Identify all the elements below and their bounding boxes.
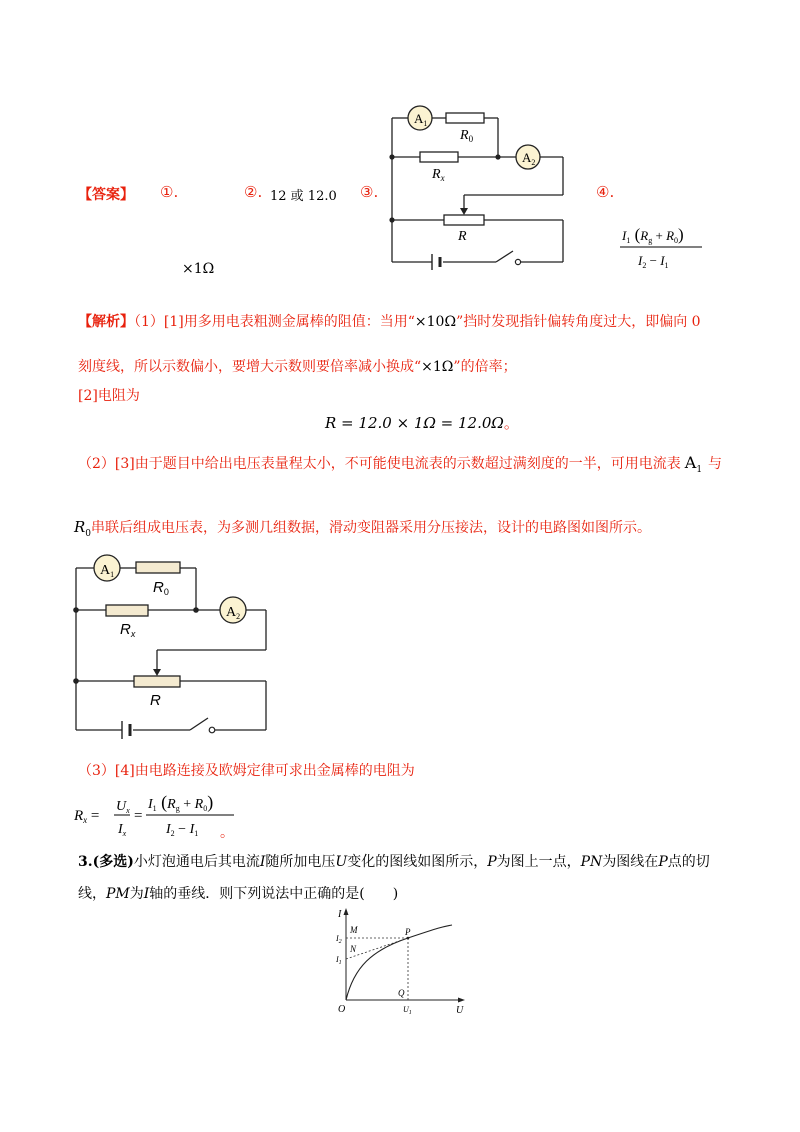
equation-resistance	[325, 412, 519, 433]
svg-text:Rx: $R_x$	[432, 167, 445, 183]
question-number: 3.	[78, 854, 93, 870]
svg-text:Ux: $U_x$	[116, 799, 130, 815]
analysis-paragraph-3-cont	[74, 517, 651, 539]
rx-resistor	[420, 152, 458, 162]
point-q-label: Q	[398, 988, 405, 998]
r0-symbol: $R_0$	[74, 518, 92, 539]
switch-icon	[515, 259, 520, 264]
svg-text:I1 (Rg + R0): $I_1$ $(R_g + R_0)$	[622, 225, 684, 245]
answer-item-2-value: 12 或 12.0	[270, 189, 337, 204]
q3-text-a: 小灯泡通电后其电流	[133, 854, 260, 870]
rheostat	[134, 676, 180, 687]
equation-1: R = 12.0 × 1Ω = 12.0Ω	[325, 414, 504, 432]
answer-formula	[618, 222, 708, 272]
q3-var-pn: PN	[580, 854, 603, 870]
analysis-p1-a: （1）[1]用多用电表粗测金属棒的阻值：当用“	[134, 314, 415, 330]
setting-x1: ×1Ω	[421, 359, 454, 375]
iu-graph	[330, 905, 470, 1017]
u1-label: $U_1$	[403, 1005, 412, 1016]
q3-text-g: 线，	[78, 886, 106, 902]
svg-text:I1 (Rg + R0): $I_1$ $(R_g + R_0)$	[148, 792, 214, 813]
question-3-line-1	[78, 851, 710, 871]
q3-var-i: I	[259, 854, 266, 870]
answer-label: 【答案】	[78, 187, 134, 203]
q3-text-h: 为	[129, 886, 144, 902]
svg-text:R0: $R_0$	[460, 128, 474, 144]
svg-text:Rx: $R_x$	[120, 621, 136, 639]
ammeter-a1-symbol: $A_1$	[684, 453, 703, 476]
answer-item-1-value: ×1Ω	[182, 261, 215, 277]
answer-item-1: ①.	[160, 183, 179, 201]
i-axis-arrow	[344, 908, 349, 915]
i1-label: $I_1$	[336, 955, 342, 966]
q3-text-c: 变化的图线如图所示，	[347, 854, 488, 870]
analysis-p1-b: ”挡时发现指针偏转角度过大，即偏向 0	[456, 314, 701, 330]
circuit-diagram-answer	[380, 100, 580, 275]
axis-u-label: U	[456, 1005, 464, 1016]
answer-item-2: ②.	[244, 183, 263, 201]
point-n-label: N	[350, 944, 357, 954]
analysis-p3-and: 与	[708, 456, 723, 472]
analysis-p3-a: （2）[3]由于题目中给出电压表量程太小，不可能使电流表的示数超过满刻度的一半，可用电流表	[78, 456, 681, 472]
analysis-p3-b: 串联后组成电压表，为多测几组数据，滑动变阻器采用分压接法，设计的电路图如图所示。	[91, 520, 652, 536]
analysis-paragraph-1-cont	[78, 356, 517, 376]
analysis-paragraph-3	[78, 453, 722, 475]
circuit-diagram-analysis	[62, 550, 277, 746]
svg-text:R0: $R_0$	[153, 579, 169, 597]
answer-item-3: ③.	[360, 183, 379, 201]
q3-text-b: 随所加电压	[265, 854, 336, 870]
svg-text:=: =	[134, 808, 143, 824]
question-tag: (多选)	[92, 854, 134, 870]
analysis-p1-d: ”的倍率；	[453, 359, 517, 375]
i2-label: $I_2$	[336, 934, 342, 945]
svg-text:I2 − I1: $I_2 - I_1$	[166, 822, 199, 838]
analysis-label: 【解析】	[78, 314, 134, 330]
rx-resistor	[106, 605, 148, 616]
q3-var-i2: I	[143, 886, 150, 902]
svg-text:Ix: $I_x$	[118, 822, 127, 838]
setting-x10: ×10Ω	[414, 314, 457, 330]
point-m-label: M	[350, 925, 358, 935]
q3-text-i: 轴的垂线．则下列说法中正确的是( )	[149, 886, 399, 902]
r0-resistor	[136, 562, 180, 573]
q3-var-p: P	[487, 854, 497, 870]
q3-text-e: 为图线在	[602, 854, 659, 870]
svg-text:R: R	[458, 229, 467, 244]
svg-text:A2: $A_2$	[522, 150, 536, 167]
switch-icon	[209, 727, 215, 733]
axis-i-label: I	[338, 909, 342, 920]
q3-var-p2: P	[658, 854, 668, 870]
question-3-line-2	[78, 883, 398, 903]
analysis-paragraph-1	[78, 311, 701, 331]
q3-var-u: U	[335, 854, 348, 870]
analysis-paragraph-4: （3）[4]由电路连接及欧姆定律可求出金属棒的电阻为	[78, 763, 415, 779]
q3-text-d: 为图上一点，	[496, 854, 581, 870]
rheostat	[444, 215, 484, 225]
svg-text:A2: $A_2$	[226, 605, 241, 621]
point-p-label: P	[405, 927, 411, 937]
svg-text:I2 − I1: $I_2 - I_1$	[638, 253, 669, 270]
svg-text:Rx =: $R_x$ =	[74, 808, 100, 825]
svg-text:A1: $A_1$	[414, 111, 428, 128]
answer-item-4: ④.	[596, 183, 615, 201]
origin-label: O	[338, 1004, 346, 1015]
equation-1-end: 。	[503, 414, 519, 432]
q3-var-pm: PM	[106, 886, 130, 902]
q3-text-f: 点的切	[667, 854, 710, 870]
r0-resistor	[446, 113, 484, 123]
svg-text:A1: $A_1$	[100, 563, 115, 579]
svg-text:R: R	[150, 692, 161, 709]
u-axis-arrow	[458, 998, 465, 1003]
analysis-p2-label: [2]电阻为	[78, 388, 140, 404]
equation-2-end: 。	[220, 825, 234, 841]
analysis-p1-c: 刻度线，所以示数偏小，要增大示数则要倍率减小换成“	[78, 359, 422, 375]
